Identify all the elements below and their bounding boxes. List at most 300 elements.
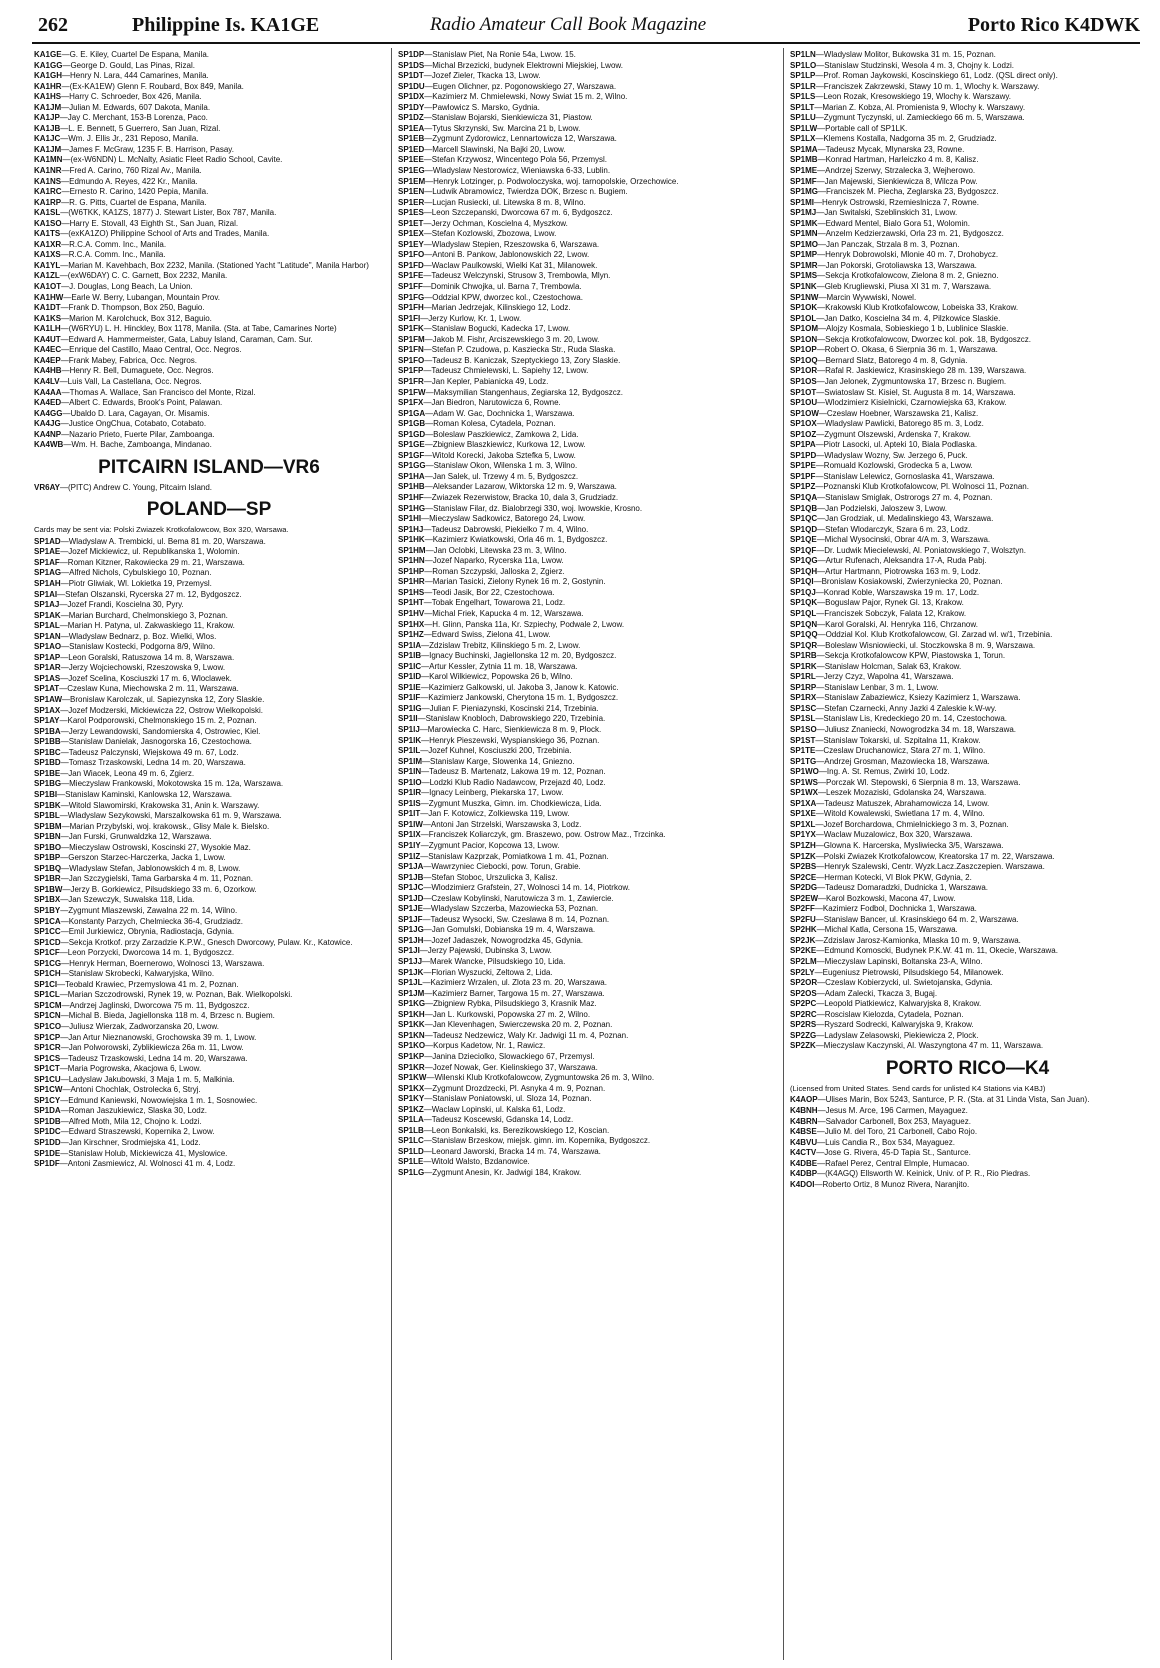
callsign: SP1EE: [398, 155, 424, 165]
dash-separator: —: [423, 925, 432, 935]
callsign: SP2JK: [790, 935, 816, 945]
header-right: Porto Rico K4DWK: [967, 14, 1140, 36]
listing-entry: [398, 504, 776, 515]
dash-separator: —: [423, 208, 432, 218]
entry-text: Zygmunt Tyczynski, ul. Zamieckiego 66 m. 5, Warszawa.: [823, 113, 1025, 123]
dash-separator: —: [817, 398, 826, 408]
listing-entry: [398, 598, 776, 609]
dash-separator: —: [419, 946, 428, 956]
dash-separator: —: [420, 746, 429, 756]
dash-separator: —: [424, 81, 433, 91]
callsign: SP1CY: [34, 1095, 61, 1105]
listing-entry: [790, 978, 1145, 989]
callsign: SP1KO: [398, 1041, 426, 1051]
dash-separator: —: [817, 492, 826, 502]
callsign: KA4EP: [34, 355, 61, 365]
callsign: KA1TS: [34, 229, 61, 239]
listing-entry: [790, 714, 1145, 725]
dash-separator: —: [420, 693, 429, 703]
listing-entry: [790, 946, 1145, 957]
entry-text: Jozef Jadaszek, Nowogrodzka 45, Gdynia.: [431, 935, 583, 945]
listing-entry: [790, 925, 1145, 936]
listing-entry: [398, 925, 776, 936]
listing-entry: [34, 706, 384, 717]
callsign: SP2DG: [790, 883, 818, 893]
callsign: SP2OR: [790, 978, 818, 988]
listing-entry: [790, 588, 1145, 599]
callsign: SP1BD: [34, 758, 61, 768]
section-note: (Licensed from United States. Send cards for unlisted K4 Stations via K4BJ): [790, 1083, 1046, 1093]
listing-entry: [34, 1075, 384, 1086]
dash-separator: —: [816, 313, 825, 323]
callsign: SP1AL: [34, 621, 60, 631]
dash-separator: —: [420, 841, 429, 851]
dash-separator: —: [424, 1083, 433, 1093]
listing-entry: [34, 1159, 384, 1170]
entry-text: Roman Jaszukiewicz, Slaska 30, Lodz.: [68, 1106, 207, 1116]
callsign: SP2EW: [790, 893, 819, 903]
callsign: SP1HB: [398, 482, 425, 492]
callsign: SP1FW: [398, 387, 426, 397]
callsign: KA1ZL: [34, 271, 60, 281]
listing-entry: [34, 166, 384, 177]
dash-separator: —: [817, 1116, 826, 1126]
callsign: SP1JB: [398, 872, 424, 882]
listing-entry: [790, 968, 1145, 979]
dash-separator: —: [815, 841, 824, 851]
callsign: SP1OZ: [790, 429, 817, 439]
entry-text: Frank Mabey, Fabrica, Occ. Negros.: [68, 355, 198, 365]
listing-entry: [398, 736, 776, 747]
dash-separator: —: [423, 345, 432, 355]
entry-text: Gerszon Starzec-Harczerka, Jacka 1, Lwow.: [68, 853, 226, 863]
listing-entry: [790, 514, 1145, 525]
callsign: SP1IT: [398, 809, 421, 819]
entry-text: Jerzy B. Gorkiewicz, Pilsudskiego 33 m. 6, Ozorkow.: [70, 884, 257, 894]
entry-text: Leszek Mozaziski, Gdolanska 24, Warszawa.: [826, 788, 987, 798]
dash-separator: —: [423, 1136, 432, 1146]
dash-separator: —: [60, 1106, 69, 1116]
dash-separator: —: [815, 1041, 824, 1051]
entry-text: H. Glinn, Panska 11a, Kr. Szpiechy, Podwale 2, Lwow.: [432, 619, 625, 629]
dash-separator: —: [815, 482, 824, 492]
listing-entry: [34, 611, 384, 622]
listing-entry: [34, 314, 384, 325]
dash-separator: —: [424, 566, 433, 576]
column-divider: [391, 48, 392, 1660]
listing-entry: [398, 714, 776, 725]
callsign: SP1HR: [398, 577, 425, 587]
entry-text: Jan Jelonek, Zygmuntowska 17, Brzesc n. Bugiem.: [824, 376, 1007, 386]
entry-text: Marcell Slawinski, Na Bajki 20, Lwow.: [432, 144, 566, 154]
dash-separator: —: [60, 536, 69, 546]
entry-text: Lodzki Klub Radio Nadawcow, Przejazd 40, Lodz.: [429, 777, 606, 787]
callsign: SP1MN: [790, 229, 818, 239]
dash-separator: —: [60, 208, 69, 218]
dash-separator: —: [60, 905, 69, 915]
dash-separator: —: [60, 800, 69, 810]
callsign: SP1FF: [398, 282, 423, 292]
callsign: KA1JP: [34, 113, 60, 123]
entry-text: Zdzislaw Jarosz-Kamionka, Mlaska 10 m. 9, Warszawa.: [823, 935, 1021, 945]
listing-entry: [34, 430, 384, 441]
callsign: SP1LX: [790, 134, 816, 144]
listing-entry: [790, 71, 1145, 82]
entry-text: Leon Rozak, Kresowskiego 19, Wlochy k. Warszawy.: [823, 92, 1011, 102]
entry-text: Czeslaw Kobierzycki, ul. Swietojanska, Gdynia.: [825, 978, 993, 988]
callsign: SP1MK: [790, 218, 818, 228]
entry-text: (ex-W6NDN) L. McNalty, Asiatic Fleet Radio School, Cavite.: [70, 155, 283, 165]
listing-entry: [398, 388, 776, 399]
listing-entry: [34, 621, 384, 632]
entry-text: Jan Panczak, Strzala 8 m. 3, Poznan.: [826, 239, 960, 249]
callsign: SP1MF: [790, 176, 817, 186]
listing-entry: [790, 788, 1145, 799]
listing-entry: [790, 852, 1145, 863]
entry-text: Leonard Jaworski, Bracka 14 m. 74, Warszawa.: [431, 1146, 601, 1156]
dash-separator: —: [59, 716, 68, 726]
callsign: SP1CC: [34, 927, 61, 937]
listing-entry: [34, 948, 384, 959]
entry-text: Wlodzimierz Kisielnicki, Czarnowiejska 63, Krakow.: [825, 398, 1007, 408]
entry-text: Marion M. Karolchuck, Box 312, Baguio.: [69, 313, 212, 323]
listing-entry: [398, 482, 776, 493]
entry-text: Jan Gomulski, Dobianska 19 m. 4, Warszawa.: [431, 925, 596, 935]
entry-text: Harry E. Stovall, 43 Eighth St., San Juan, Rizal.: [69, 218, 239, 228]
entry-text: Zygmunt Muszka, Gimn. im. Chodkiewicza, Lida.: [428, 798, 602, 808]
callsign: SP1JI: [398, 946, 420, 956]
dash-separator: —: [816, 450, 825, 460]
callsign: SP1QN: [790, 619, 818, 629]
dash-separator: —: [424, 608, 433, 618]
listing-entry: [34, 71, 384, 82]
callsign: SP1FH: [398, 303, 424, 313]
dash-separator: —: [60, 134, 69, 144]
listing-entry: [398, 556, 776, 567]
listing-entry: [34, 1096, 384, 1107]
listing-entry: [398, 440, 776, 451]
callsign: SP1OS: [790, 376, 817, 386]
callsign: SP1QH: [790, 566, 818, 576]
callsign: SP2LY: [790, 967, 815, 977]
dash-separator: —: [818, 239, 827, 249]
dash-separator: —: [61, 429, 70, 439]
entry-text: Henryk Lotzinger, p. Podwoloczyska, woj. tarnopolskie, Orzechowice.: [433, 176, 679, 186]
entry-text: Juliusz Wierzak, Zadworzanska 20, Lwow.: [69, 1021, 219, 1031]
entry-text: Wladyslaw Sezykowski, Marszalkowska 61 m. 9, Warszawa.: [67, 811, 282, 821]
dash-separator: —: [423, 630, 432, 640]
dash-separator: —: [423, 113, 432, 123]
listing-entry: [398, 535, 776, 546]
entry-text: Salvador Carbonell, Box 253, Mayaguez.: [825, 1116, 971, 1126]
dash-separator: —: [61, 821, 70, 831]
dash-separator: —: [423, 883, 432, 893]
dash-separator: —: [816, 1020, 825, 1030]
dash-separator: —: [424, 587, 433, 597]
dash-separator: —: [817, 166, 826, 176]
callsign: SP1OK: [790, 303, 818, 313]
dash-separator: —: [60, 1011, 69, 1021]
dash-separator: —: [60, 610, 69, 620]
dash-separator: —: [817, 503, 826, 513]
callsign: SP1OT: [790, 387, 817, 397]
dash-separator: —: [817, 640, 826, 650]
entry-text: Antoni Chochlak, Ostrolecka 6, Stryj.: [70, 1085, 201, 1095]
callsign: SP1LE: [398, 1157, 424, 1167]
entry-text: Piotr Lasocki, ul. Apteki 10, Biala Podlaska.: [823, 440, 978, 450]
dash-separator: —: [424, 292, 433, 302]
dash-separator: —: [817, 1106, 826, 1115]
callsign: SP1OX: [790, 419, 817, 429]
callsign: SP2FF: [790, 904, 815, 914]
listing-entry: [398, 398, 776, 409]
entry-text: Jay C. Merchant, 153-B Lorenza, Paco.: [67, 113, 208, 123]
callsign: SP1TG: [790, 756, 817, 766]
callsign: SP1JF: [398, 914, 423, 924]
entry-text: Ernesto R. Carino, 1420 Pepia, Manila.: [69, 187, 209, 197]
listing-entry: [790, 651, 1145, 662]
section-note: Cards may be sent via: Polski Zwiazek Krotkofalowcow, Box 320, Warsawa.: [34, 525, 289, 535]
listing-entry: [398, 1105, 776, 1116]
callsign: SP1KP: [398, 1051, 425, 1061]
listing-entry: [34, 917, 384, 928]
entry-text: Stanislaw Studzinski, Wesola 4 m. 3, Chojny k. Lodzi.: [824, 60, 1014, 70]
callsign: SP1FI: [398, 313, 421, 323]
dash-separator: —: [424, 577, 433, 587]
entry-text: Adam Zalecki, Tkacza 3, Bugaj.: [824, 988, 938, 998]
entry-text: Tadeusz B. Martenatz, Lakowa 19 m. 12, Poznan.: [429, 767, 606, 777]
entry-text: Jan Podzielski, Jaloszew 3, Lwow.: [825, 503, 947, 513]
callsign: SP1QE: [790, 535, 817, 545]
dash-separator: —: [817, 229, 826, 239]
callsign: SP1RP: [790, 682, 817, 692]
listing-entry: [398, 493, 776, 504]
dash-separator: —: [817, 1095, 826, 1105]
listing-entry: [34, 398, 384, 409]
entry-text: Roman Kitzner, Rakowiecka 29 m. 21, Warszawa.: [67, 557, 245, 567]
listing-entry: [790, 92, 1145, 103]
listing-entry: [790, 282, 1145, 293]
callsign: SP1HZ: [398, 630, 424, 640]
entry-text: Wladyslaw Wozny, Sw. Jerzego 6, Puck.: [824, 450, 968, 460]
dash-separator: —: [424, 1020, 433, 1030]
entry-text: Andrzej Szerwy, Strzalecka 3, Wejherowo.: [825, 166, 976, 176]
entry-text: Mieczyslaw Frankowski, Mokotowska 15 m. 12a, Warszawa.: [69, 779, 284, 789]
callsign: SP1MG: [790, 187, 819, 197]
callsign: SP1CT: [34, 1064, 60, 1074]
listing-entry: [34, 103, 384, 114]
dash-separator: —: [423, 366, 432, 376]
callsign: SP1IW: [398, 819, 423, 829]
dash-separator: —: [817, 630, 826, 640]
listing-entry: [398, 809, 776, 820]
callsign: SP1DC: [34, 1127, 61, 1137]
dash-separator: —: [424, 134, 433, 144]
listing-entry: [790, 757, 1145, 768]
callsign: SP1IC: [398, 661, 422, 671]
callsign: K4BNH: [790, 1106, 818, 1115]
callsign: SP1MA: [790, 144, 818, 154]
callsign: SP1KX: [398, 1083, 425, 1093]
callsign: SP1OW: [790, 408, 819, 418]
dash-separator: —: [421, 703, 430, 713]
listing-entry: [398, 155, 776, 166]
dash-separator: —: [816, 862, 825, 872]
callsign: SP1EY: [398, 239, 424, 249]
entry-text: Tadeusz Koscewski, Gdanska 14, Lodz.: [431, 1115, 574, 1125]
dash-separator: —: [814, 1179, 823, 1189]
entry-text: Sekcja Krotkof. przy Zarzadzie K.P.W., Gnesch Dworcowy, Pulaw. Kr., Katowice.: [68, 937, 353, 947]
listing-entry: [398, 957, 776, 968]
entry-text: (W6RYU) L. H. Hinckley, Box 1178, Manila. (Sta. at Tabe, Camarines Norte): [68, 324, 337, 334]
callsign: SP1LN: [790, 50, 816, 59]
entry-text: Zygmunt Mlaszewski, Zawalna 22 m. 14, Wilno.: [68, 905, 238, 915]
callsign: SP1LW: [790, 123, 818, 133]
listing-entry: [790, 778, 1145, 789]
listing-entry: [790, 314, 1145, 325]
dash-separator: —: [62, 155, 71, 165]
callsign: SP1CW: [34, 1085, 63, 1095]
callsign: SP1AP: [34, 652, 61, 662]
listing-entry: [398, 662, 776, 673]
dash-separator: —: [424, 144, 433, 154]
dash-separator: —: [816, 429, 825, 439]
dash-separator: —: [817, 566, 826, 576]
entry-text: Gleb Krugliewski, Piusa XI 31 m. 7, Warszawa.: [824, 282, 992, 292]
dash-separator: —: [816, 1030, 825, 1040]
callsign: KA4NP: [34, 429, 62, 439]
entry-text: Tadeusz Welczynski, Strusow 3, Trembowla, Mlyn.: [431, 271, 611, 281]
listing-entry: [398, 198, 776, 209]
entry-text: Roscislaw Kielozda, Cytadela, Poznan.: [824, 1009, 964, 1019]
listing-entry: [398, 50, 776, 61]
callsign: SP1AR: [34, 663, 61, 673]
listing-entry: [790, 155, 1145, 166]
entry-text: Henryk Pieszewski, Wyspianskiego 36, Poznan.: [429, 735, 600, 745]
callsign: SP1LB: [398, 1125, 424, 1135]
entry-text: Kazimierz Jankowski, Cherytona 15 m. 1, Bydgoszcz.: [428, 693, 619, 703]
entry-text: Jan Polworowski, Zyblikiewicza 26a m. 11, Lwow.: [68, 1043, 244, 1053]
dash-separator: —: [60, 737, 69, 747]
dash-separator: —: [60, 123, 69, 133]
section-heading: PORTO RICO—K4: [885, 1057, 1050, 1079]
listing-entry: [790, 620, 1145, 631]
listing-entry: [34, 377, 384, 388]
dash-separator: —: [61, 282, 70, 292]
entry-text: Stanislaw Bojarski, Sienkiewicza 31, Piastow.: [431, 113, 593, 123]
dash-separator: —: [421, 651, 430, 661]
entry-text: Witold Walsto, Bzdanowice.: [431, 1157, 530, 1167]
dash-separator: —: [60, 895, 69, 905]
callsign: SP1GE: [398, 440, 425, 450]
dash-separator: —: [818, 893, 827, 903]
callsign: SP1AJ: [34, 600, 60, 610]
listing-entry: [398, 588, 776, 599]
listing-entry: [790, 704, 1145, 715]
listing-entry: [790, 440, 1145, 451]
callsign: SP1FP: [398, 366, 424, 376]
callsign: KA1MN: [34, 155, 63, 165]
dash-separator: —: [815, 672, 824, 682]
entry-text: Stefan Czarnecki, Anny Jazki 4 Zaleskie k.W-wy.: [824, 703, 997, 713]
callsign: SP1HV: [398, 608, 425, 618]
listing-entry: [790, 261, 1145, 272]
entry-text: Jose G. Rivera, 45-D Tapia St., Santurce.: [824, 1148, 971, 1158]
listing-entry: [398, 303, 776, 314]
entry-text: Marian Przybylski, woj. krakowsk., Glisy Male k. Bielsko.: [69, 821, 270, 831]
dash-separator: —: [60, 334, 69, 344]
entry-text: Boguslaw Pajor, Rynek Gl. 13, Krakow.: [825, 598, 964, 608]
listing-entry: [790, 989, 1145, 1000]
dash-separator: —: [60, 768, 69, 778]
callsign: SP1IG: [398, 703, 422, 713]
dash-separator: —: [815, 819, 824, 829]
dash-separator: —: [815, 440, 824, 450]
dash-separator: —: [816, 946, 825, 956]
entry-text: Jozef Zieler, Tkacka 13, Lwow.: [431, 71, 541, 81]
entry-text: Ignacy Buchinski, Jagiellonska 12 m. 20, Bydgoszcz.: [429, 651, 617, 661]
callsign: KA1HS: [34, 92, 62, 102]
listing-entry: [34, 187, 384, 198]
entry-text: Florian Wyszucki, Zeltowa 2, Lida.: [431, 967, 553, 977]
callsign: SP1AG: [34, 568, 62, 578]
callsign: SP1LG: [398, 1167, 425, 1177]
listing-entry: [34, 537, 384, 548]
callsign: SP1KN: [398, 1030, 425, 1040]
listing-entry: [34, 801, 384, 812]
callsign: SP1OU: [790, 398, 818, 408]
entry-text: Tadeusz Trzaskowski, Ledna 14 m. 20, Warszawa.: [68, 1053, 248, 1063]
callsign: SP1BA: [34, 726, 61, 736]
dash-separator: —: [59, 990, 68, 1000]
entry-text: Stanislaw Bogucki, Kadecka 17, Lwow.: [431, 324, 571, 334]
entry-text: Jerzy Lewandowski, Sandomierska 4, Ostrowiec, Kiel.: [68, 726, 261, 736]
dash-separator: —: [815, 830, 824, 840]
page-number: 262: [38, 14, 68, 36]
callsign: SP1DB: [34, 1116, 61, 1126]
entry-text: Stanislaw Lenbar, 3 m. 1, Lwow.: [824, 682, 939, 692]
entry-text: Mieczyslaw Ostrowski, Koscinski 27, Wysokie Maz.: [69, 842, 251, 852]
dash-separator: —: [61, 81, 70, 91]
listing-entry: [398, 915, 776, 926]
entry-text: Dominik Chwojka, ul. Barna 7, Trembowla.: [430, 282, 582, 292]
listing-entry: [398, 1020, 776, 1031]
callsign: SP1CP: [34, 1032, 61, 1042]
entry-text: Franciszek Sobczyk, Falata 12, Krakow.: [824, 608, 967, 618]
entry-text: Jerzy Kurlow, Kr. 1, Lwow.: [428, 313, 522, 323]
listing-entry: [398, 419, 776, 430]
listing-entry: [34, 388, 384, 399]
listing-entry: [34, 716, 384, 727]
dash-separator: —: [815, 809, 824, 819]
listing-entry: [398, 356, 776, 367]
callsign: SP1CD: [34, 937, 61, 947]
dash-separator: —: [423, 872, 432, 882]
dash-separator: —: [817, 123, 826, 133]
dash-separator: —: [419, 725, 428, 734]
dash-separator: —: [59, 811, 68, 821]
listing-entry: [398, 788, 776, 799]
listing-entry: [398, 166, 776, 177]
listing-entry: [398, 324, 776, 335]
entry-text: Julio M. del Toro, 21 Carbonell, Cabo Rojo.: [824, 1127, 978, 1137]
callsign: SP2BS: [790, 862, 817, 872]
entry-text: Tadeusz Nedzewicz, Waly Kr. Jadwigi 11 m. 4, Poznan.: [432, 1030, 629, 1040]
callsign: SP1EN: [398, 187, 425, 197]
dash-separator: —: [815, 587, 824, 597]
listing-entry: [790, 556, 1145, 567]
listing-entry: [790, 166, 1145, 177]
